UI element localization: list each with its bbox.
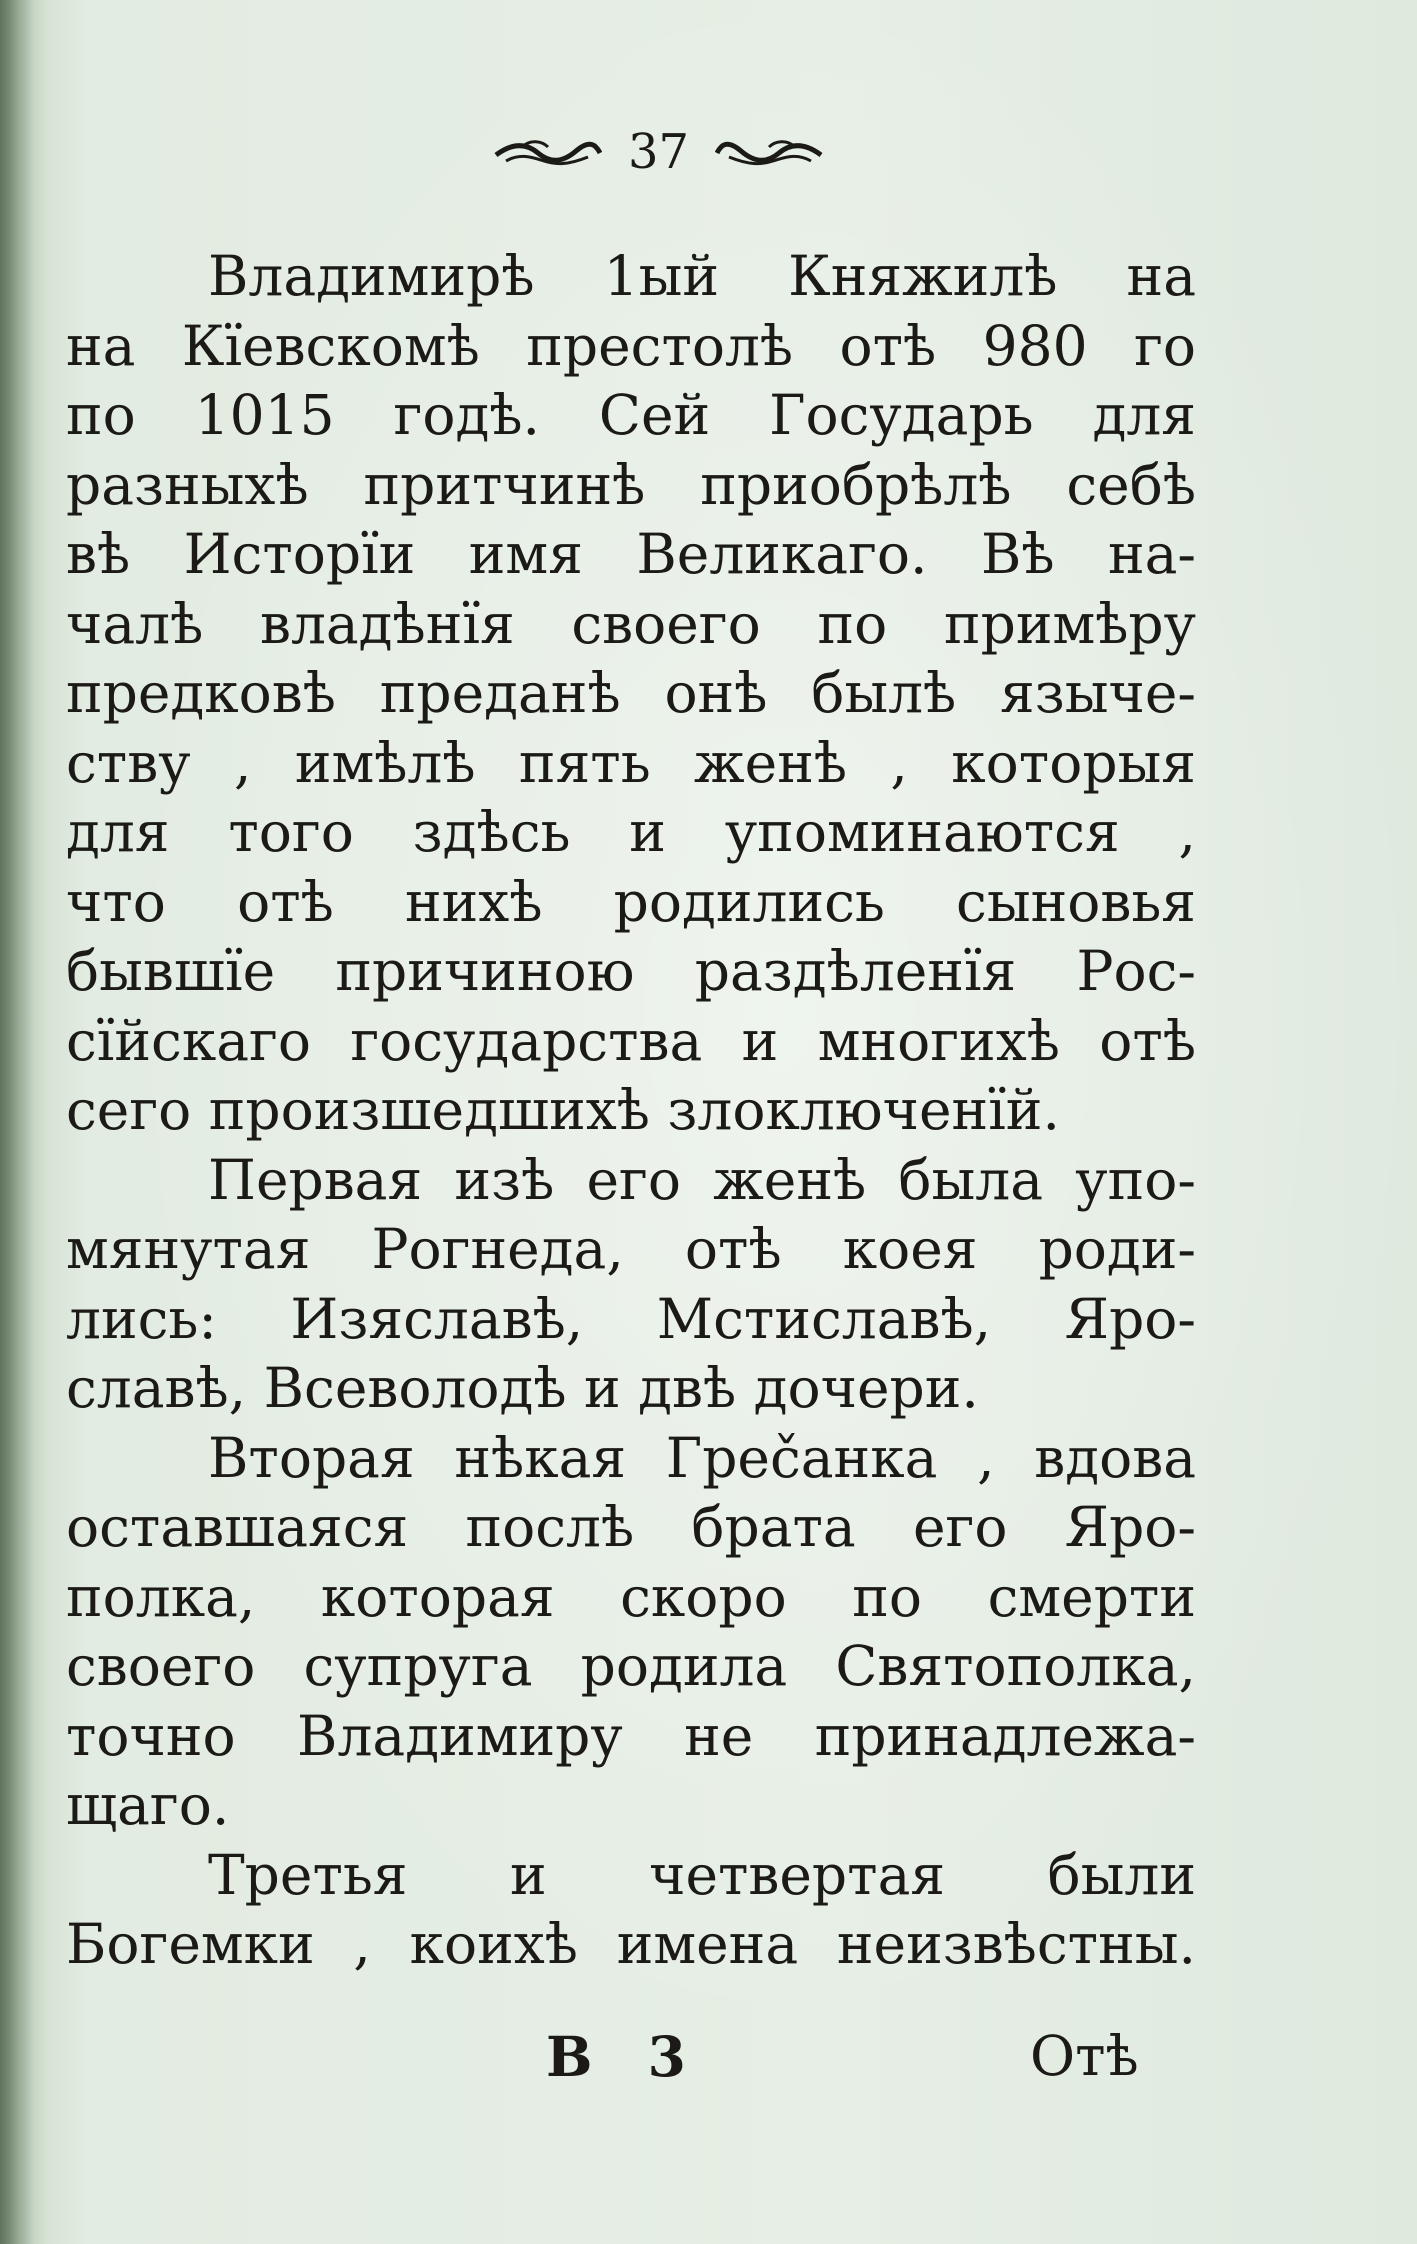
text-line: своего супруга родила Святополка, [66,1634,1196,1698]
text-line: бывшїе причиною раздѣленїя Рос- [66,939,1196,1003]
text-line: разныхѣ притчинѣ приобрѣлѣ себѣ [66,452,1196,517]
spine-shadow [0,0,34,2244]
text-line: Богемки , коихѣ имена неизвѣстны. [66,1912,1196,1976]
text-line: мянутая Рогнеда, отѣ коея роди- [66,1217,1196,1281]
text-line: полка, которая скоро по смерти [66,1564,1196,1629]
signature-mark: В 3 [546,2024,704,2089]
right-ornament-icon [715,135,825,169]
text-line: оставшаяся послѣ брата его Яро- [66,1495,1196,1559]
body-text [66,242,1196,1980]
text-line: сїйскаго государства и многихѣ отѣ [66,1008,1196,1073]
paragraph-2 [66,1146,1196,1424]
text-line: Первая изѣ его женѣ была упо- [208,1147,1196,1212]
paragraph-1 [66,242,1196,1146]
text-line: по 1015 годѣ. Сей Государь для [66,383,1196,447]
paragraph-3 [66,1424,1196,1841]
text-line: вѣ Исторїи имя Великаго. Вѣ на- [66,522,1196,586]
paragraph-4 [66,1841,1196,1980]
text-line: сего произшедшихѣ злоключенїй. [66,1078,1060,1142]
text-line: Третья и четвертая были [208,1842,1196,1907]
text-line: для того здѣсь и упоминаются , [66,800,1196,864]
text-line: чалѣ владѣнїя своего по примѣру [66,591,1196,656]
text-line: славѣ, Всеволодѣ и двѣ дочери. [66,1356,979,1420]
text-line: что отѣ нихѣ родились сыновья [66,869,1196,934]
text-line: Вторая нѣкая Греčанка , вдова [208,1425,1196,1490]
page-header [0,124,1367,180]
text-line: на Кїевскомѣ престолѣ отѣ 980 го [66,313,1196,378]
page-footer [0,2024,1417,2094]
text-line: точно Владимиру не принадлежа- [66,1703,1196,1768]
text-line: щаго. [66,1773,230,1837]
page-number: 37 [627,124,690,180]
text-line: Владимирѣ 1ый Княжилѣ на [208,244,1196,308]
left-ornament-icon [492,135,602,169]
text-line: предковѣ преданѣ онѣ былѣ языче- [66,661,1196,725]
catchword: Отѣ [1030,2024,1139,2088]
text-line: ству , имѣлѣ пять женѣ , которыя [66,730,1196,795]
text-line: лись: Изяславѣ, Мстиславѣ, Яро- [66,1286,1196,1351]
